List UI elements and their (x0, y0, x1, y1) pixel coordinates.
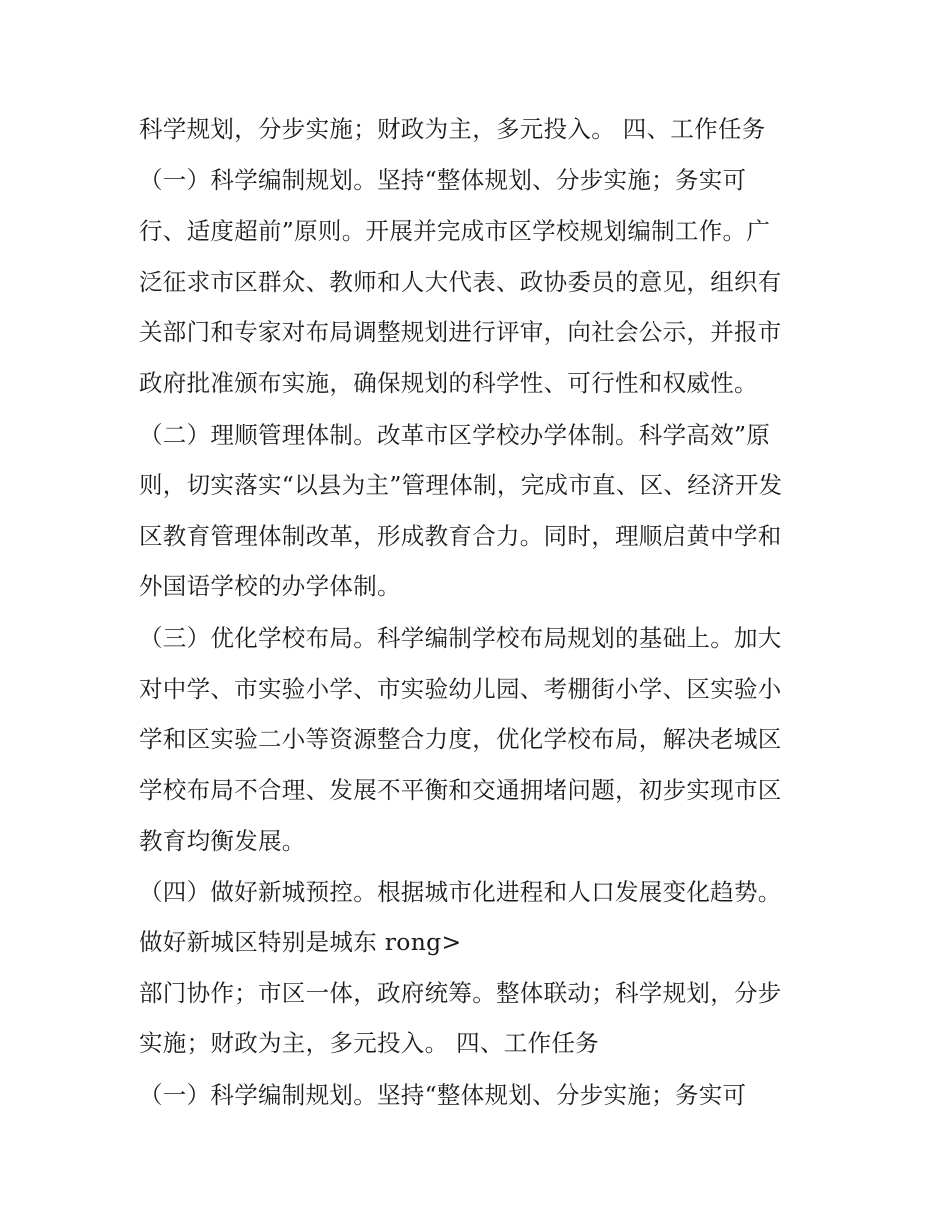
text-line: （二）理顺管理体制。改革市区学校办学体制。科学高效”原 (139, 421, 771, 449)
text-line: 对中学、市实验小学、市实验幼儿园、考棚街小学、区实验小 (139, 675, 782, 703)
text-line: 实施；财政为主，多元投入。 四、工作任务 (139, 1029, 599, 1057)
text-line: 学校布局不合理、发展不平衡和交通拥堵问题，初步实现市区 (139, 776, 782, 804)
text-line: 做好新城区特别是城东 rong> (139, 928, 462, 956)
text-line: 教育均衡发展。 (139, 827, 306, 855)
text-line: 行、适度超前”原则。开展并完成市区学校规划编制工作。广 (139, 217, 771, 245)
text-line: 关部门和专家对布局调整规划进行评审，向社会公示，并报市 (139, 318, 782, 346)
text-line: 则，切实落实“以县为主”管理体制，完成市直、区、经济开发 (139, 471, 783, 499)
text-line: （一）科学编制规划。坚持“整体规划、分步实施；务实可 (139, 166, 747, 194)
text-line: （三）优化学校布局。科学编制学校布局规划的基础上。加大 (139, 624, 782, 652)
text-line: （四）做好新城预控。根据城市化进程和人口发展变化趋势。 (139, 878, 782, 906)
text-line: 学和区实验二小等资源整合力度，优化学校布局，解决老城区 (139, 725, 782, 753)
text-line: 区教育管理体制改革，形成教育合力。同时，理顺启黄中学和 (139, 522, 782, 550)
text-line: 科学规划，分步实施；财政为主，多元投入。 四、工作任务 (139, 115, 766, 143)
text-line: （一）科学编制规划。坚持“整体规划、分步实施；务实可 (139, 1081, 747, 1109)
text-line: 外国语学校的办学体制。 (139, 572, 401, 600)
text-line: 政府批准颁布实施，确保规划的科学性、可行性和权威性。 (139, 369, 758, 397)
text-line: 部门协作；市区一体，政府统筹。整体联动；科学规划，分步 (139, 979, 782, 1007)
text-line: 泛征求市区群众、教师和人大代表、政协委员的意见，组织有 (139, 268, 782, 296)
